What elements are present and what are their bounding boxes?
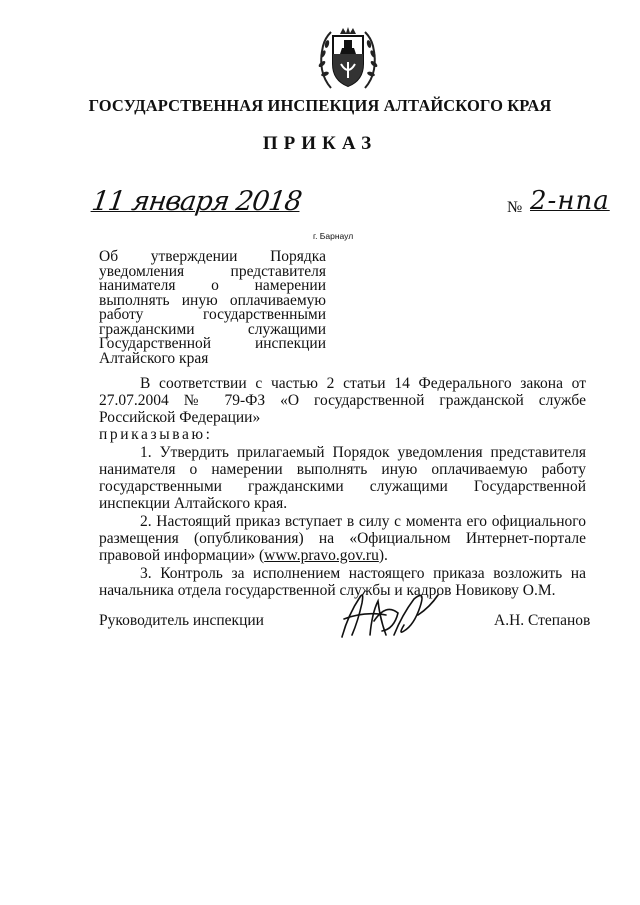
order-body xyxy=(99,375,586,599)
organization-name: ГОСУДАРСТВЕННАЯ ИНСПЕКЦИЯ АЛТАЙСКОГО КРАЯ xyxy=(88,96,552,115)
signer-title: Руководитель инспекции xyxy=(99,612,264,629)
city: г. Барнаул xyxy=(313,231,354,241)
coat-of-arms-icon xyxy=(311,24,385,98)
pravo-link[interactable]: www.pravo.gov.ru xyxy=(264,547,379,564)
item-3: 3. Контроль за исполнением настоящего приказа возложить на начальника отдела государственной службы и кадров Новикову О.М. xyxy=(99,565,586,599)
signer-name: А.Н. Степанов xyxy=(494,612,591,629)
handwritten-signature xyxy=(334,585,444,645)
order-subject: Об утверждении Порядка уведомления представителя нанимателя о намерении выполнять иную оплачиваемую работу государственными гражданскими служащими Государственной инспекции Алтайского края xyxy=(99,248,326,367)
handwritten-date: 11 января 2018 xyxy=(89,186,304,217)
preamble: В соответствии с частью 2 статьи 14 Федерального закона от 27.07.2004 № 79-ФЗ «О государственной гражданской службе Российской Федерации» приказываю: xyxy=(99,375,586,443)
document-type: ПРИКАЗ xyxy=(262,133,378,154)
number-label: № xyxy=(507,199,523,216)
item-1: 1. Утвердить прилагаемый Порядок уведомления представителя нанимателя о намерении выполнять иную оплачиваемую работу государственными гражданскими служащими Государственной инспекции Алтайского края. xyxy=(99,444,586,512)
handwritten-number: 2-нпа xyxy=(530,186,610,216)
item-2: 2. Настоящий приказ вступает в силу с момента его официального размещения (опубликования) на «Официальном Интернет-портале правовой информации» (www.pravo.gov.ru). xyxy=(99,513,586,564)
order-word: приказываю: xyxy=(99,426,213,443)
